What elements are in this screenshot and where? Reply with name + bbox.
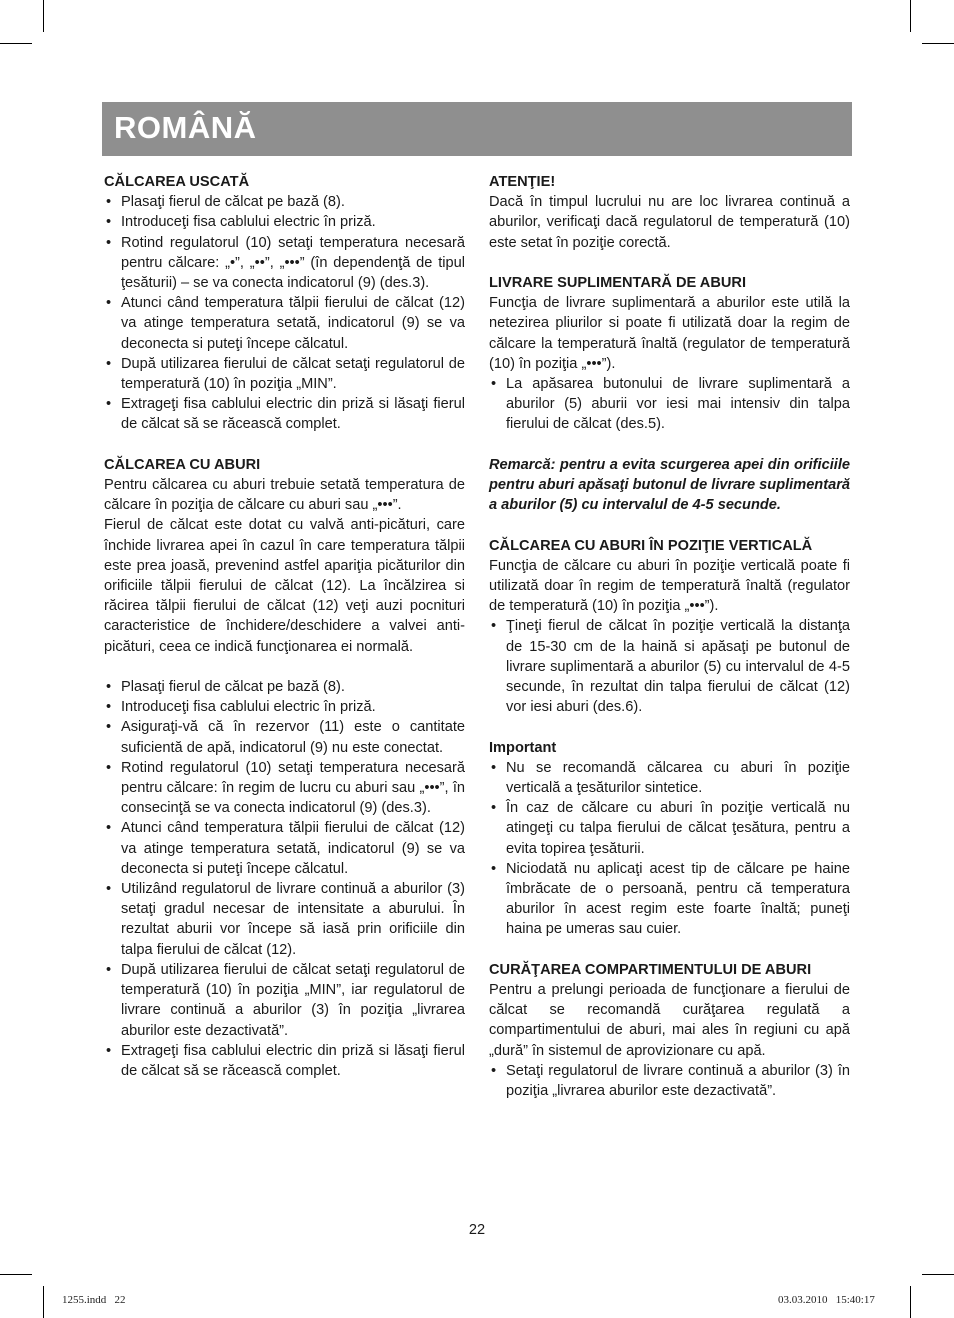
bullet-list (489, 374, 850, 435)
list-item: • După utilizarea fierului de călcat setaţi regulatorul de temperatură (10) în poziţia „MIN”, iar regulatorul de livrare continuă a aburilor (3) în poziţia „livrarea aburilor este dezactivată”. (106, 961, 465, 1039)
bullet-list (489, 1061, 850, 1101)
bullet-icon: • (106, 961, 112, 978)
bullet-icon: • (106, 214, 112, 231)
bullet-list (489, 616, 850, 717)
crop-mark (922, 43, 954, 44)
right-column (489, 172, 850, 1101)
list-item: • Niciodată nu aplicaţi acest tip de călcare pe haine îmbrăcate de o persoană, pentru că temperatura aburilor în acest regim este foarte înaltă; puneţi haina pe umeras sau cuier. (491, 860, 850, 938)
crop-mark (0, 1274, 32, 1275)
list-item: • Utilizând regulatorul de livrare continuă a aburilor (3) setaţi gradul necesar de intensitate a aburului. În rezultat aburii vor începe să iasă prin orificiile din talpa fierului de călcat (12). (106, 881, 465, 958)
page-number: 22 (468, 1222, 486, 1238)
bullet-icon: • (106, 355, 112, 372)
section-title: CĂLCAREA CU ABURI ÎN POZIŢIE VERTICALĂ (489, 537, 813, 554)
list-item: • Plasaţi fierul de călcat pe bază (8). (104, 192, 465, 212)
section-title: CĂLCAREA USCATĂ (104, 174, 250, 190)
bullet-icon: • (491, 800, 497, 817)
paragraph: Pentru a prelungi perioada de funcţionare a fierului de călcat se recomandă curăţarea regulată a compartimentului de aburi, mai ales în regiuni cu apă „dură” în sistemul de aprovizionare cu apă. (489, 982, 850, 1059)
bullet-icon: • (106, 194, 112, 211)
list-item: • Extrageţi fisa cablului electric din priză si lăsaţi fierul de călcat să se răcească complet. (106, 396, 465, 433)
bullet-icon: • (106, 295, 112, 312)
paragraph: Pentru călcarea cu aburi trebuie setată temperatura de călcare în poziţia de călcare cu aburi sau „•••”. (104, 477, 465, 514)
bullet-icon: • (106, 699, 112, 716)
list-item: • Nu se recomandă călcarea cu aburi în poziţie verticală a ţesăturilor sintetice. (491, 759, 850, 797)
paragraph: Funcţia de călcare cu aburi în poziţie verticală poate fi utilizată doar în regim de temperatură înaltă (regulator de temperatură (10) în poziţia „•••”). (489, 557, 850, 615)
note-remark: Remarcă: pentru a evita scurgerea apei din orificiile pentru aburi apăsaţi butonul de livrare suplimentară a aburilor (5) cu intervalul de 4-5 secunde. (489, 456, 850, 514)
bullet-icon: • (106, 719, 112, 736)
list-item: • Atunci când temperatura tălpii fierului de călcat (12) va atinge temperatura setată, indicatorul (9) se va deconecta si puteţi începe călcatul. (106, 820, 465, 877)
section-title: CURĂŢAREA COMPARTIMENTULUI DE ABURI (489, 961, 812, 978)
list-item: • Introduceţi fisa cablului electric în priză. (104, 697, 465, 717)
bullet-icon: • (491, 860, 497, 877)
paragraph: Funcţia de livrare suplimentară a aburilor este utilă la netezirea pliurilor si poate fi utilizată doar la regim de călcare la temperatură înaltă (regulator de temperatură (10) în poziţia „•••”). (489, 295, 850, 372)
bullet-list (489, 758, 850, 940)
list-item: • Extrageţi fisa cablului electric din priză si lăsaţi fierul de călcat să se răcească complet. (106, 1042, 465, 1079)
bullet-icon: • (491, 376, 497, 393)
list-item: • Atunci când temperatura tălpii fierului de călcat (12) va atinge temperatura setată, indicatorul (9) se va deconecta si puteţi începe călcatul. (106, 295, 465, 352)
footer-datetime: 03.03.2010 15:40:17 (778, 1294, 875, 1306)
crop-mark (910, 1286, 911, 1318)
list-item: • Plasaţi fierul de călcat pe bază (8). (104, 677, 465, 697)
list-item: • La apăsarea butonului de livrare suplimentară a aburilor (5) aburii vor iesi mai intensiv din talpa fierului de călcat (des.5). (491, 376, 850, 433)
list-item: • În caz de călcare cu aburi în poziţie verticală nu atingeţi cu talpa fierului de călcat ţesătura, pentru a evita topirea ţesăturii. (491, 800, 850, 857)
bullet-icon: • (491, 759, 497, 776)
bullet-list (104, 677, 465, 1081)
crop-mark (0, 43, 32, 44)
crop-mark (922, 1274, 954, 1275)
language-banner (102, 102, 852, 156)
bullet-icon: • (106, 820, 112, 837)
crop-mark (43, 1286, 44, 1318)
section-title: CĂLCAREA CU ABURI (104, 456, 261, 473)
bullet-icon: • (106, 1042, 112, 1059)
bullet-icon: • (491, 618, 497, 635)
list-item: • Setaţi regulatorul de livrare continuă a aburilor (3) în poziţia „livrarea aburilor este dezactivată”. (491, 1062, 850, 1100)
list-item: • După utilizarea fierului de călcat setaţi regulatorul de temperatură (10) în poziţia „MIN”. (106, 355, 465, 393)
crop-mark (910, 0, 911, 32)
section-title: LIVRARE SUPLIMENTARĂ DE ABURI (489, 275, 747, 291)
crop-mark (43, 0, 44, 32)
section-title: ATENŢIE! (489, 174, 556, 190)
list-item: • Introduceţi fisa cablului electric în priză. (104, 212, 465, 232)
bullet-icon: • (106, 234, 112, 251)
list-item: • Ţineţi fierul de călcat în poziţie verticală la distanţa de 15-30 cm de la haină si apăsaţi pe butonul de livrare suplimentară a aburilor (5) cu intervalul de 4-5 secunde, în rezultat din talpa fierului de călcat (12) vor iesi aburi (des.6). (491, 618, 850, 716)
bullet-icon: • (106, 759, 112, 776)
paragraph: Dacă în timpul lucrului nu are loc livrarea continuă a aburilor, verificaţi dacă regulatorul de temperatură (10) este setat în poziţie corectă. (489, 194, 850, 251)
section-title: Important (489, 739, 557, 756)
list-item: • Rotind regulatorul (10) setaţi temperatura necesară pentru călcare: „•”, „••”, „•••” (în dependenţă de tipul ţesăturii) – se va conecta indicatorul (9) (des.3). (106, 234, 465, 292)
list-item: • Rotind regulatorul (10) setaţi temperatura necesară pentru călcare: în regim de lucru cu aburi sau „•••”, în consecinţă se va conecta indicatorul (9) (des.3). (106, 759, 465, 817)
list-item: • Asiguraţi-vă că în rezervor (11) este o cantitate suficientă de apă, indicatorul (9) nu este conectat. (106, 719, 465, 756)
left-column (104, 172, 465, 1081)
page-title: ROMÂNĂ (114, 110, 257, 145)
bullet-icon: • (106, 679, 112, 696)
bullet-list (104, 192, 465, 434)
bullet-icon: • (491, 1062, 497, 1079)
bullet-icon: • (106, 396, 112, 413)
footer-file-info: 1255.indd 22 (62, 1294, 126, 1306)
bullet-icon: • (106, 881, 112, 898)
paragraph: Fierul de călcat este dotat cu valvă anti-picături, care închide livrarea apei în cazul în care temperatura tălpii este prea joasă, prevenind astfel apariţia picăturilor din orificiile tălpii fierului de călcat (12). La încălzirea si răcirea tălpii fierului de călcat (12) veţi auzi pocnituri caracteristice de închidere/deschidere a valvei anti-picături, ceea ce indică funcţionarea ei normală. (104, 517, 465, 655)
